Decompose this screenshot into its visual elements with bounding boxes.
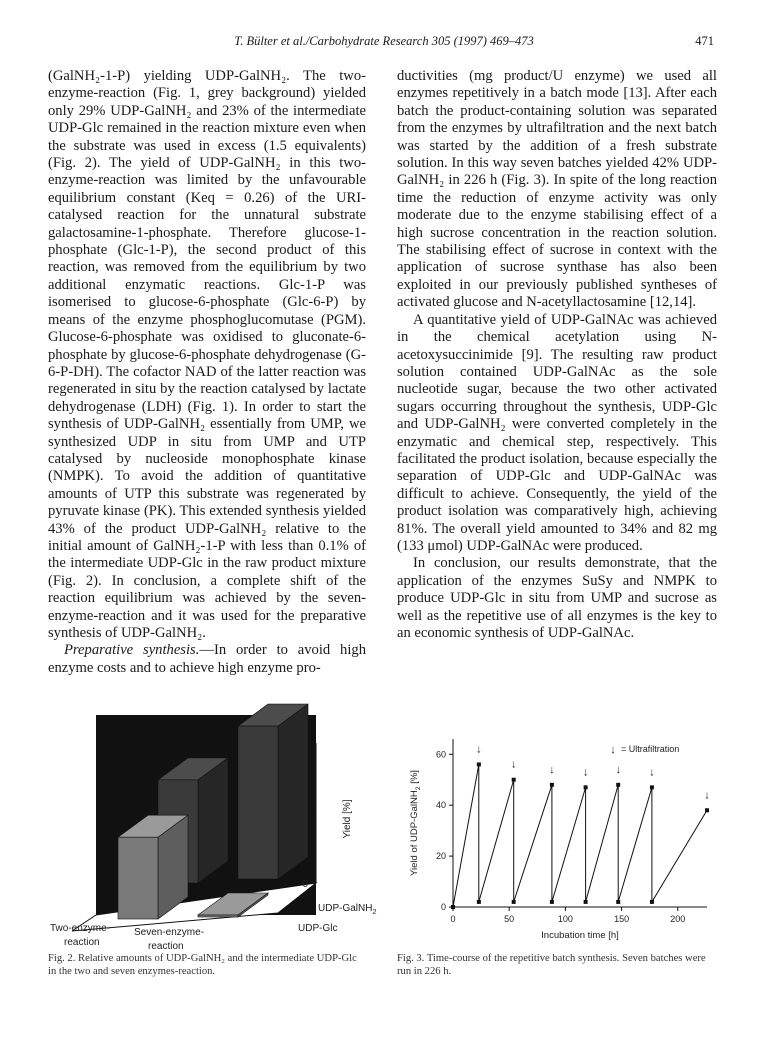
section-lead: Preparative synthesis. bbox=[64, 642, 200, 659]
category-label-line1: Two-enzyme- bbox=[50, 923, 111, 934]
data-point bbox=[550, 783, 554, 787]
x-tick-label: 200 bbox=[670, 914, 686, 924]
series-line bbox=[453, 765, 707, 908]
data-point bbox=[584, 900, 588, 904]
ultrafiltration-arrow: ↓ bbox=[615, 763, 621, 776]
figure-3-chart bbox=[397, 727, 717, 947]
y-tick-label: 60 bbox=[435, 749, 446, 760]
left-paragraph-2 bbox=[48, 642, 366, 677]
series-label-udp-glc: UDP-Glc bbox=[298, 923, 338, 934]
right-paragraph-1: ductivities (mg product/U enzyme) we used all enzymes repetitively in a batch mode [13]. After each batch the product-containing solution was separated from the enzymes by ultrafiltration and the next batch was started by the addition of a fresh substrate solution. In this way seven batches yielded 42% UDP-GalNH₂ in 226 h (Fig. 3). In spite of the long reaction time the reduction of enzyme activity was only moderate due to the enzyme stabilising effect of a high sucrose concentration in the reaction solution. The stabilising effect of sucrose in context with the application of sucrose synthase has also been exploited in our previously published syntheses of activated glucose and N-acetyllactosamine [12,14]. bbox=[397, 68, 717, 311]
ultrafiltration-arrow: ↓ bbox=[649, 766, 655, 779]
y-tick-label: 20 bbox=[435, 851, 446, 862]
y-tick-label: 0 bbox=[302, 879, 308, 890]
ultrafiltration-arrow: ↓ bbox=[582, 766, 589, 779]
right-paragraph-2: A quantitative yield of UDP-GalNAc was achieved in the chemical acetylation using N-acetoxysuccinimide [9]. The resulting raw product solution contained UDP-GalNAc as the sole nucleotide sugar, because the two other activated sugars occurring throughout the synthesis, UDP-Glc and UDP-GalNH₂ were converted completely in the enzymatic and chemical step, respectively. This facilitated the product isolation, because especially the separation of UDP-Glc and UDP-GalNAc was difficult to achieve. Consequently, the yield of the product isolation was comparatively high, achieving 81%. The overall yield amounted to 34% and 82 mg (133 μmol) UDP-GalNAc were produced. bbox=[397, 311, 717, 554]
y-tick-label: 0 bbox=[440, 902, 446, 912]
ultrafiltration-arrow: ↓ bbox=[549, 763, 555, 776]
data-point bbox=[616, 783, 620, 787]
data-point bbox=[512, 900, 516, 904]
x-tick-label: 50 bbox=[504, 914, 515, 924]
x-tick-label: 0 bbox=[450, 914, 456, 924]
ultrafiltration-arrow: ↓ bbox=[476, 743, 482, 756]
x-tick-label: 100 bbox=[557, 914, 573, 924]
y-axis-title: Yield of UDP-GalNH$_2$ [%] bbox=[409, 770, 422, 876]
bar-udp-glc-two-front bbox=[118, 837, 158, 919]
figure-2 bbox=[48, 727, 377, 978]
data-point bbox=[477, 900, 481, 904]
figure-3-caption: Fig. 3. Time-course of the repetitive batch synthesis. Seven batches were run in 226 h. bbox=[397, 953, 706, 977]
data-point bbox=[451, 905, 455, 909]
bar-udp-galnh2-seven-front bbox=[238, 726, 278, 879]
data-point bbox=[477, 762, 481, 766]
right-column bbox=[397, 68, 717, 642]
ultrafiltration-arrow: ↓ bbox=[704, 789, 710, 802]
left-column bbox=[48, 68, 366, 677]
bar-udp-galnh2-two-side bbox=[198, 758, 228, 883]
x-tick-label: 150 bbox=[614, 914, 630, 924]
figure-2-chart bbox=[48, 727, 377, 952]
bar-udp-glc-seven-front bbox=[198, 915, 238, 917]
data-point bbox=[616, 900, 620, 904]
data-point bbox=[650, 785, 654, 789]
ultrafiltration-arrow: ↓ bbox=[510, 758, 517, 771]
figure-2-caption: Fig. 2. Relative amounts of UDP-GalNH₂ and the intermediate UDP-Glc in the two and seven enzymes-reaction. bbox=[48, 953, 357, 977]
y-axis-title: Yield [%] bbox=[342, 799, 353, 839]
page-number: 471 bbox=[695, 34, 714, 48]
bar-udp-galnh2-seven-side bbox=[278, 704, 308, 879]
figure-3 bbox=[397, 727, 717, 978]
journal-citation: T. Bülter et al./Carbohydrate Research 305 (1997) 469–473 bbox=[234, 34, 534, 48]
category-label-line1: Seven-enzyme- bbox=[134, 927, 205, 938]
y-tick-label: 40 bbox=[435, 800, 446, 811]
data-point bbox=[512, 778, 516, 782]
legend-label: = Ultrafiltration bbox=[621, 744, 680, 755]
series-label-udp-galnh2: UDP-GalNH$_2$ bbox=[318, 903, 377, 916]
category-label-line2: reaction bbox=[148, 941, 184, 952]
left-paragraph-2-text: —In order to avoid high enzyme costs and to achieve high enzyme pro- bbox=[48, 642, 367, 676]
left-paragraph-1: (GalNH₂-1-P) yielding UDP-GalNH₂. The two-enzyme-reaction (Fig. 1, grey background) yielded only 29% UDP-GalNH₂ and 23% of the intermediate UDP-Glc remained in the reaction mixture even when the substrate was used in excess (1.5 equivalents) (Fig. 2). The yield of UDP-GalNH₂ in this two-enzyme-reaction was limited by the unfavourable equilibrium constant (Keq = 0.26) of the URI-catalysed reaction for the unnatural substrate galactosamine-1-phosphate. Therefore glucose-1-phosphate (Glc-1-P), the second product of this reaction, was removed from the equilibrium by two additional enzymatic reactions. Glc-1-P was isomerised to glucose-6-phosphate (Glc-6-P) by means of the enzyme phosphoglucomutase (PGM). Glucose-6-phosphate was oxidised to gluconate-6-phosphate by glucose-6-phosphate dehydrogenase (G-6-P-DH). The cofactor NAD of the latter reaction was regenerated in situ by the reaction catalysed by lactate dehydrogenase (LDH) (Fig. 1). In order to start the synthesis of UDP-GalNH₂ essentially from UMP, we synthesized UDP in situ from UMP and UTP catalysed by nucleoside monophosphate kinase (NMPK). To avoid the addition of quantitative amounts of UTP this substrate was regenerated by pyruvate kinase (PK). This extended synthesis yielded 43% of the product UDP-GalNH₂ relative to the initial amount of GalNH₂-1-P with less than 0.1% of the intermediate UDP-Glc in the raw product mixture (Fig. 2). In conclusion, a complete shift of the reaction equilibrium was achieved by the seven-enzyme-reaction and it was used for the preparative synthesis of UDP-GalNH₂. bbox=[48, 68, 366, 641]
data-point bbox=[584, 785, 588, 789]
legend-arrow-icon: ↓ bbox=[610, 744, 616, 757]
data-point bbox=[705, 808, 709, 812]
right-paragraph-3: In conclusion, our results demonstrate, that the application of the enzymes SuSy and NMPK to produce UDP-Glc in situ from UMP and sucrose as well as the repetitive use of all enzymes is the key to an economic synthesis of UDP-GalNAc. bbox=[397, 555, 717, 641]
data-point bbox=[650, 900, 654, 904]
running-head bbox=[0, 34, 768, 54]
data-point bbox=[550, 900, 554, 904]
category-label-line2: reaction bbox=[64, 937, 100, 948]
x-axis-title: Incubation time [h] bbox=[541, 930, 619, 941]
